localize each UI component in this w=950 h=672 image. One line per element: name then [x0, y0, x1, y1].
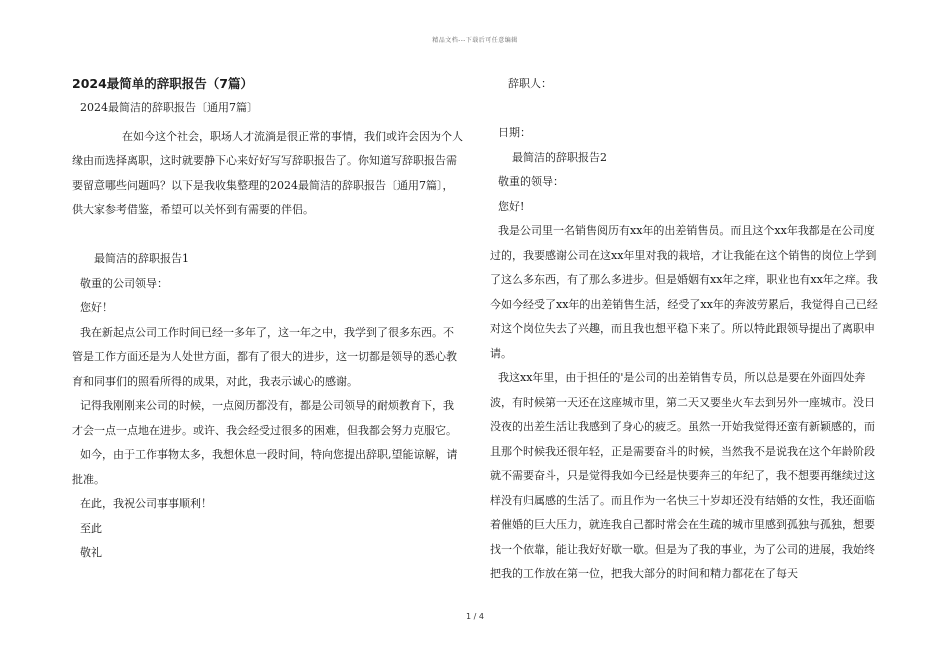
report1-salutation: 敬重的公司领导：	[80, 276, 168, 290]
spacer	[490, 97, 880, 122]
left-column	[72, 72, 464, 566]
report2-greeting: 您好!	[498, 199, 525, 213]
report1-closing: 至此	[80, 521, 102, 535]
report1-paragraph: 如今，由于工作事物太多，我想休息一段时间，特向您提出辞职,望能谅解，请批准。	[72, 448, 458, 486]
report1-date: 日期：	[498, 126, 531, 139]
report2-paragraph: 我这xx年里，由于担任的'是公司的出差销售专员，所以总是要在外面四处奔波，有时候第一天还在这座城市里，第二天又要坐火车去到另外一座城市。没日没夜的出差生活让我感到了身心的疲乏。虽然一开始我觉得还蛮有新颖感的，而且那个时候我还很年轻，正是需要奋斗的时候，当然我不是说我在这个年龄阶段就不需要奋斗，只是觉得我如今已经是快要奔三的年纪了，我不想要再继续过这样没有归属感的生活了。而且作为一名快三十岁却还没有结婚的女性，我还面临着催婚的巨大压力，就连我自己都时常会在生疏的城市里感到孤独与孤独，想要找一个依靠，能让我好好歇一歇。但是为了我的事业，为了公司的进展，我始终把我的工作放在第一位，把我大部分的时间和精力都花在了每天	[490, 371, 875, 580]
report1-regards: 敬礼	[80, 546, 102, 559]
document-title: 2024最简单的辞职报告（7篇）	[72, 76, 253, 91]
report2-paragraph: 我是公司里一名销售阅历有xx年的出差销售员。而且这个xx年我都是在公司度过的，我要感谢公司在这xx年里对我的栽培，才让我能在这个销售的岗位上学到了这么多东西，有了那么多进步。但是婚姻有xx年之痒，职业也有xx年之痒。我今如今经受了xx年的出差销售生活，经受了xx年的奔波劳累后，我觉得自己已经对这个岗位失去了兴趣，而且我也想平稳下来了。所以特此跟领导提出了离职申请。	[490, 224, 878, 360]
right-column	[490, 72, 880, 587]
report2-heading: 最简洁的辞职报告2	[512, 150, 607, 164]
page-number: 1 / 4	[466, 612, 484, 621]
intro-paragraph: 在如今这个社会，职场人才流淌是很正常的事情，我们或许会因为个人缘由而选择离职，这时就要静下心来好好写写辞职报告了。你知道写辞职报告需要留意哪些问题吗？以下是我收集整理的2024最简洁的辞职报告〔通用7篇〕，供大家参考借鉴，希望可以关怀到有需要的伴侣。	[72, 129, 463, 216]
report1-signer: 辞职人：	[508, 77, 552, 90]
report1-heading: 最简洁的辞职报告1	[94, 252, 189, 265]
spacer	[72, 223, 464, 248]
page-header: 精品文档---下载后可任意编辑	[432, 37, 518, 44]
report1-greeting: 您好！	[80, 301, 113, 314]
report1-paragraph: 在此，我祝公司事事顺利！	[80, 497, 212, 510]
report1-paragraph: 记得我刚刚来公司的时候，一点阅历都没有，都是公司领导的耐烦教育下，我才会一点一点地在进步。或许、我会经受过很多的困难，但我都会努力克服它。	[72, 399, 457, 437]
report2-salutation: 敬重的领导：	[498, 175, 564, 188]
report1-paragraph: 我在新起点公司工作时间已经一多年了，这一年之中，我学到了很多东西。不管是工作方面还是为人处世方面，都有了很大的进步，这一切都是领导的悉心教育和同事们的照看所得的成果，对此，我表示诚心的感谢。	[72, 325, 457, 388]
document-subtitle: 2024最简洁的辞职报告〔通用7篇〕	[80, 101, 258, 114]
